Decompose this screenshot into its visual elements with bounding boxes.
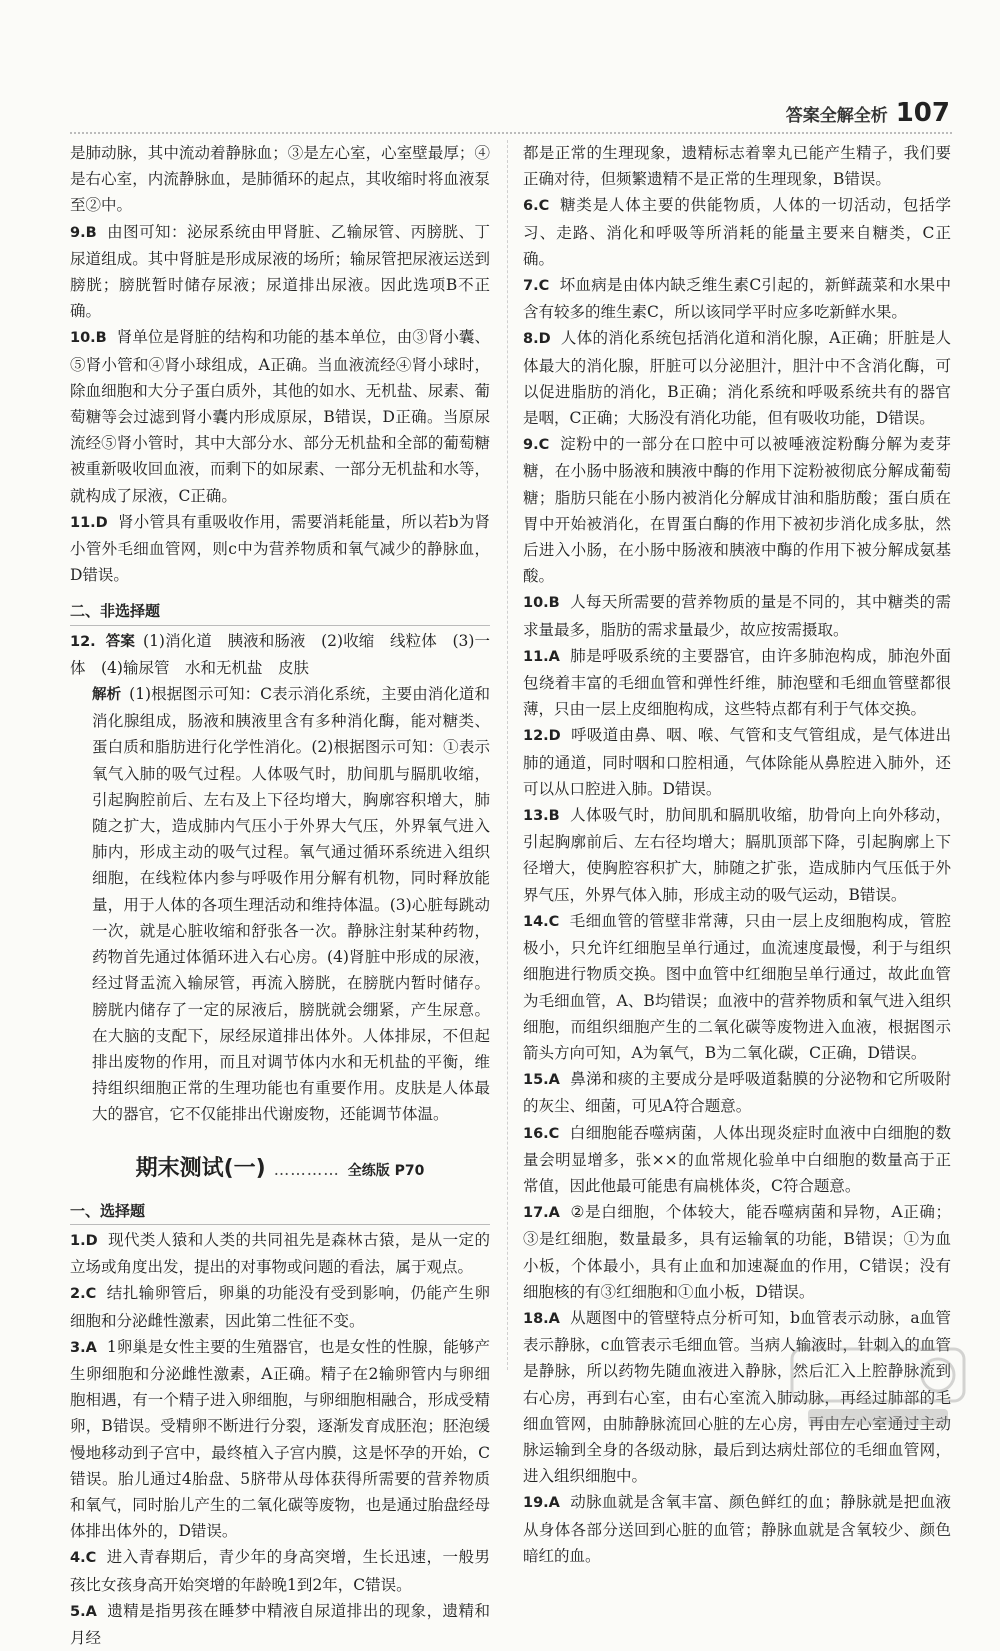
answer-item: 10.B 人每天所需要的营养物质的量是不同的，其中糖类的需求量最多，脂肪的需求量最少，故应按需摄取。 (523, 593, 951, 639)
answer-item: 11.D 肾小管具有重吸收作用，需要消耗能量，所以若b为肾小管外毛细血管网，则c中为营养物质和氧气减少的静脉血，D错误。 (70, 512, 490, 585)
answer-item: 都是正常的生理现象，遗精标志着睾丸已能产生精子，我们要正确对待，但频繁遗精不是正常的生理现象，B错误。 (523, 144, 951, 189)
answer-item: 19.A 动脉血就是含氧丰富、颜色鲜红的血；静脉就是把血液从身体各部分送回到心脏的血管；静脉血就是含氧较少、颜色暗红的血。 (523, 1493, 951, 1565)
answer-item: 13.B 人体吸气时，肋间肌和膈肌收缩，肋骨向上向外移动，引起胸廓前后、左右径均增大；膈肌顶部下降，引起胸廓上下径增大，使胸腔容积扩大，肺随之扩张，造成肺内气压低于外界气压，外界气体入肺，形成主动的吸气运动，B错误。 (523, 806, 951, 904)
left-column (70, 140, 490, 1651)
answer-item: 10.B 肾单位是肾脏的结构和功能的基本单位，由③肾小囊、⑤肾小管和④肾小球组成，A正确。当血液流经④肾小球时，除血细胞和大分子蛋白质外，其他的如水、无机盐、尿素、葡萄糖等会过滤到肾小囊内形成原尿，B错误，D正确。当原尿流经⑤肾小管时，其中大部分水、部分无机盐和全部的葡萄糖被重新吸收回血液，而剩下的如尿素、一部分无机盐和水等，就构成了尿液，C正确。 (70, 328, 490, 505)
answer-item: 6.C 糖类是人体主要的供能物质，人体的一切活动，包括学习、走路、消化和呼吸等所消耗的能量主要来自糖类，C正确。 (523, 196, 951, 268)
section-heading: 一、选择题 (70, 1198, 490, 1225)
answer-item: 5.A 遗精是指男孩在睡梦中精液自尿道排出的现象，遗精和月经 (70, 1601, 490, 1647)
answer-item: 4.C 进入青春期后，青少年的身高突增，生长迅速，一般男孩比女孩身高开始突增的年龄晚1到2年，C错误。 (70, 1548, 490, 1594)
answer-item: 9.C 淀粉中的一部分在口腔中可以被唾液淀粉酶分解为麦芽糖，在小肠中肠液和胰液中酶的作用下淀粉被彻底分解成葡萄糖；脂肪只能在小肠内被消化分解成甘油和脂肪酸；蛋白质在胃中开始被消化，在胃蛋白酶的作用下被初步消化成多肽，然后进入小肠，在小肠中肠液和胰液中酶的作用下被分解成氨基酸。 (523, 435, 951, 586)
answer-item-12: 12. 答案 (1)消化道 胰液和肠液 (2)收缩 线粒体 (3)一体 (4)输尿管 水和无机盐 皮肤 (70, 631, 491, 677)
page-header (786, 96, 950, 130)
analysis-block: 解析 (1)根据图示可知：C表示消化系统，主要由消化道和消化腺组成，肠液和胰液里含有多种消化酶，能对糖类、蛋白质和脂肪进行化学性消化。(2)根据图示可知：①表示氧气入肺的吸气过程。人体吸气时，肋间肌与膈肌收缩，引起胸腔前后、左右及上下径均增大，胸廓容积增大，肺随之扩大，造成肺内气压小于外界大气压，外界氧气进入肺内，形成主动的吸气过程。氧气通过循环系统进入组织细胞，在线粒体内参与呼吸作用分解有机物，同时释放能量，用于人体的各项生理活动和维持体温。(3)心脏每跳动一次，就是心脏收缩和舒张各一次。静脉注射某种药物，药物首先通过体循环进入右心房。(4)肾脏中形成的尿液，经过肾盂流入输尿管，再流入膀胱，在膀胱内暂时储存。膀胱内储存了一定的尿液后，膀胱就会绷紧，产生尿意。在大脑的支配下，尿经尿道排出体外。人体排尿，不但起排出废物的作用，而且对调节体内水和无机盐的平衡，维持组织细胞正常的生理功能也有重要作用。皮肤是人体最大的器官，它不仅能排出代谢废物，还能调节体温。 (92, 685, 490, 1124)
answer-item: 14.C 毛细血管的管壁非常薄，只由一层上皮细胞构成，管腔极小，只允许红细胞呈单行通过，血流速度最慢，利于与组织细胞进行物质交换。图中血管中红细胞呈单行通过，故此血管为毛细血管，A、B均错误；血液中的营养物质和氧气进入组织细胞，而组织细胞产生的二氧化碳等废物进入血液，根据图示箭头方向可知，A为氧气，B为二氧化碳，C正确，D错误。 (523, 911, 951, 1062)
exam-title: 期末测试(一) ………… 全练版 P70 (135, 1155, 425, 1181)
header-title: 答案全解全析 (785, 105, 888, 126)
answer-item: 3.A 1卵巢是女性主要的生殖器官，也是女性的性腺，能够产生卵细胞和分泌雌性激素，A正确。精子在2输卵管内与卵细胞相遇，有一个精子进入卵细胞，与卵细胞相融合，形成受精卵，B错误。受精卵不断进行分裂，逐渐发育成胚泡；胚泡缓慢地移动到子宫中，最终植入子宫内膜，这是怀孕的开始，C错误。胎儿通过4胎盘、5脐带从母体获得所需要的营养物质和氧气，同时胎儿产生的二氧化碳等废物，也是通过胎盘经母体排出体外的，D错误。 (70, 1337, 490, 1541)
answer-item: 15.A 鼻涕和痰的主要成分是呼吸道黏膜的分泌物和它所吸附的灰尘、细菌，可见A符合题意。 (523, 1070, 951, 1116)
answer-item: 18.A 从题图中的管壁特点分析可知，b血管表示动脉，a血管表示静脉，c血管表示毛细血管。当病人输液时，针刺入的血管是静脉，所以药物先随血液进入静脉，然后汇入上腔静脉流到右心房，再到右心室，由右心室流入肺动脉，再经过肺部的毛细血管网，由肺静脉流回心脏的左心房，再由左心室通过主动脉运输到全身的各级动脉，最后到达病灶部位的毛细血管网，进入组织细胞中。 (523, 1308, 951, 1486)
answer-item: 9.B 由图可知：泌尿系统由甲肾脏、乙输尿管、丙膀胱、丁尿道组成。其中肾脏是形成尿液的场所；输尿管把尿液运送到膀胱；膀胱暂时储存尿液；尿道排出尿液。因此选项B不正确。 (70, 222, 490, 321)
answer-item: 11.A 肺是呼吸系统的主要器官，由许多肺泡构成，肺泡外面包绕着丰富的毛细血管和弹性纤维，肺泡壁和毛细血管壁都很薄，只由一层上皮细胞构成，这些特点都有利于气体交换。 (523, 646, 951, 719)
answer-item: 8.D 人体的消化系统包括消化道和消化腺，A正确；肝脏是人体最大的消化腺，肝脏可以分泌胆汁，胆汁中不含消化酶，可以促进脂肪的消化，B正确；消化系统和呼吸系统共有的器官是咽，C正确；大肠没有消化功能，但有吸收功能，D错误。 (523, 329, 951, 428)
answer-item: 16.C 白细胞能吞噬病菌，人体出现炎症时血液中白细胞的数量会明显增多，张××的血常规化验单中白细胞的数量高于正常值，因此他最可能患有扁桃体炎，C符合题意。 (523, 1123, 951, 1195)
column-divider (507, 140, 508, 1370)
answer-item: 12.D 呼吸道由鼻、咽、喉、气管和支气管组成，是气体进出肺的通道，同时咽和口腔相通，气体除能从鼻腔进入肺外，还可以从口腔进入肺。D错误。 (523, 726, 951, 798)
page-number: 107 (895, 98, 950, 128)
answer-item: 7.C 坏血病是由体内缺乏维生素C引起的，新鲜蔬菜和水果中含有较多的维生素C，所以该同学平时应多吃新鲜水果。 (523, 276, 951, 322)
watermark-logo (788, 1343, 968, 1433)
answer-item: 1.D 现代类人猿和人类的共同祖先是森林古猿，是从一定的立场或角度出发，提出的对事物或问题的看法，属于观点。 (70, 1230, 490, 1277)
answer-item: 2.C 结扎输卵管后，卵巢的功能没有受到影响，仍能产生卵细胞和分泌雌性激素，因此第二性征不变。 (70, 1284, 490, 1330)
answer-item: 17.A ②是白细胞，个体较大，能吞噬病菌和异物，A正确；③是红细胞，数量最多，具有运输氧的功能，B错误；①为血小板，个体最小，具有止血和加速凝血的作用，C错误；没有细胞核的有③红细胞和①血小板，D错误。 (523, 1203, 951, 1301)
header-rule (70, 132, 952, 134)
answer-item: 是肺动脉，其中流动着静脉血；③是左心室，心室壁最厚；④是右心室，内流静脉血，是肺循环的起点，其收缩时将血液泵至②中。 (70, 144, 490, 215)
section-heading: 二、非选择题 (70, 598, 490, 625)
